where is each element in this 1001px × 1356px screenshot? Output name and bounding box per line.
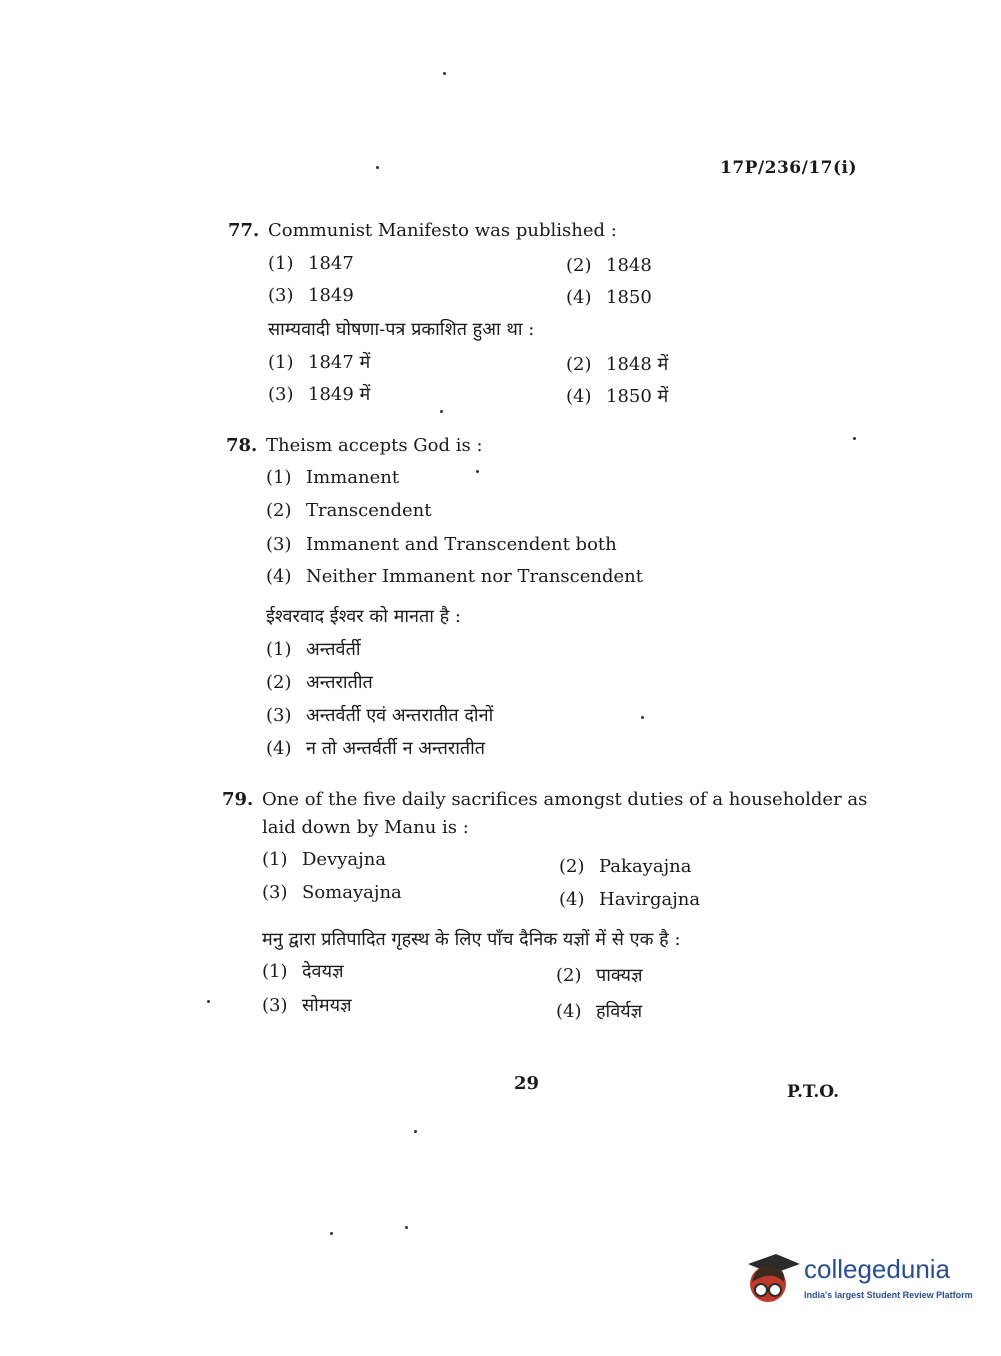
q77-hindi-option-1: (1) 1847 में xyxy=(268,352,371,373)
scan-speck xyxy=(405,1226,408,1229)
q78-option-4: (4) Neither Immanent nor Transcendent xyxy=(266,566,643,587)
q78-hindi-option-1: (1) अन्तर्वर्ती xyxy=(266,639,361,660)
logo-wordmark: collegedunia xyxy=(804,1254,951,1284)
scan-speck xyxy=(476,470,479,473)
scan-speck xyxy=(853,437,856,440)
q79-option-3: (3) Somayajna xyxy=(262,882,402,903)
q77-option-3: (3) 1849 xyxy=(268,285,354,306)
question-79-hindi-text: मनु द्वारा प्रतिपादित गृहस्थ के लिए पाँच दैनिक यज्ञों में से एक है : xyxy=(262,929,681,950)
q77-hindi-option-4: (4) 1850 में xyxy=(566,386,669,407)
scan-speck xyxy=(330,1232,333,1235)
q77-option-2: (2) 1848 xyxy=(566,255,652,276)
q79-option-1: (1) Devyajna xyxy=(262,849,387,870)
question-77-text: Communist Manifesto was published : xyxy=(268,220,617,241)
q78-option-2: (2) Transcendent xyxy=(266,500,432,521)
q77-option-4: (4) 1850 xyxy=(566,287,652,308)
scan-speck xyxy=(443,72,446,75)
q79-hindi-option-2: (2) पाक्यज्ञ xyxy=(556,965,643,986)
logo-tagline: India's largest Student Review Platform xyxy=(804,1290,973,1300)
q77-hindi-option-3: (3) 1849 में xyxy=(268,384,371,405)
q77-hindi-option-2: (2) 1848 में xyxy=(566,354,669,375)
question-78-hindi-text: ईश्वरवाद ईश्वर को मानता है : xyxy=(266,606,461,627)
q79-option-4: (4) Havirgajna xyxy=(559,889,701,910)
q79-hindi-option-3: (3) सोमयज्ञ xyxy=(262,995,352,1016)
scan-speck xyxy=(641,716,644,719)
q79-hindi-option-4: (4) हविर्यज्ञ xyxy=(556,1001,643,1022)
question-79-text-line1: One of the five daily sacrifices amongst duties of a householder as xyxy=(262,789,868,810)
collegedunia-logo xyxy=(742,1252,972,1312)
scan-speck xyxy=(414,1130,417,1133)
q78-option-1: (1) Immanent xyxy=(266,467,400,488)
q77-option-1: (1) 1847 xyxy=(268,253,354,274)
q78-hindi-option-2: (2) अन्तरातीत xyxy=(266,672,373,693)
mascot-icon xyxy=(742,1252,800,1310)
q79-hindi-option-1: (1) देवयज्ञ xyxy=(262,961,344,982)
question-79-number: 79. xyxy=(222,789,254,810)
q78-hindi-option-3: (3) अन्तर्वर्ती एवं अन्तरातीत दोनों xyxy=(266,705,494,726)
scan-speck xyxy=(440,410,443,413)
question-77-number: 77. xyxy=(228,220,260,241)
question-78-number: 78. xyxy=(226,435,258,456)
question-77-hindi-text: साम्यवादी घोषणा-पत्र प्रकाशित हुआ था : xyxy=(268,319,535,340)
question-78-text: Theism accepts God is : xyxy=(266,435,483,456)
q78-hindi-option-4: (4) न तो अन्तर्वर्ती न अन्तरातीत xyxy=(266,738,486,759)
paper-code: 17P/236/17(i) xyxy=(720,158,858,178)
scan-speck xyxy=(376,166,379,169)
page-number: 29 xyxy=(514,1073,540,1094)
q79-option-2: (2) Pakayajna xyxy=(559,856,692,877)
question-79-text-line2: laid down by Manu is : xyxy=(262,817,469,838)
scan-speck xyxy=(207,1000,210,1003)
pto-label: P.T.O. xyxy=(787,1082,839,1102)
q78-option-3: (3) Immanent and Transcendent both xyxy=(266,534,617,555)
